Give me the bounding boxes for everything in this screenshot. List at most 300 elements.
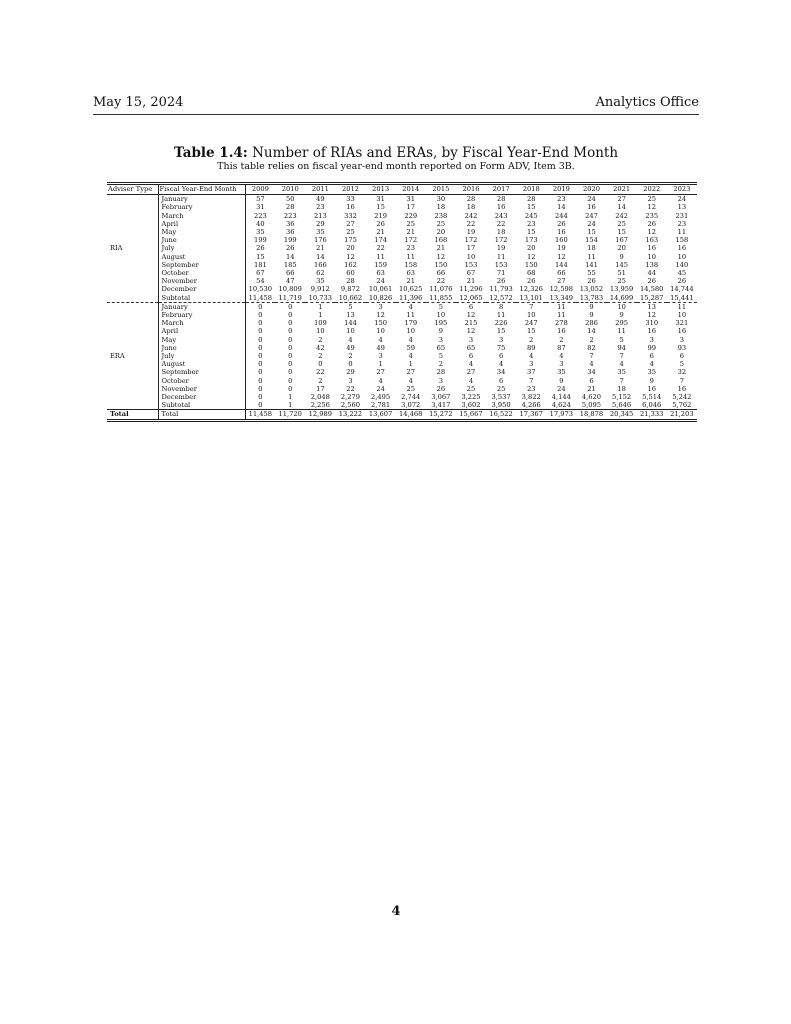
value-cell: 65 (436, 343, 446, 352)
value-cell: 172 (404, 236, 418, 245)
value-cell: 247 (585, 211, 598, 220)
value-cell: 1 (288, 401, 293, 410)
value-cell: 0 (245, 302, 275, 311)
value-cell: 145 (615, 260, 628, 269)
value-cell: 13,101 (519, 293, 543, 302)
value-cell: 9 (576, 302, 606, 311)
value-cell: 15 (526, 203, 536, 212)
value-cell: 27 (557, 277, 566, 286)
value-cell: 9 (589, 311, 594, 320)
value-cell: 4,624 (551, 401, 571, 410)
value-cell: 99 (647, 343, 656, 352)
value-cell: 26 (647, 219, 656, 228)
value-cell: 25 (617, 277, 626, 286)
value-cell: 0 (258, 360, 263, 369)
value-cell: 25 (406, 384, 415, 393)
value-cell: 4 (468, 376, 474, 385)
value-cell: 25 (617, 219, 626, 228)
value-cell: 50 (285, 195, 295, 204)
value-cell: 0 (258, 368, 263, 377)
value-cell: 36 (285, 219, 295, 228)
value-cell: 2 (318, 376, 323, 385)
value-cell: 5,762 (672, 401, 692, 410)
value-cell: 89 (526, 343, 536, 352)
value-cell: 15,441 (670, 293, 694, 302)
value-cell: 185 (283, 260, 297, 269)
value-cell: 12 (466, 311, 476, 320)
table-caption-subtitle: This table relies on fiscal year-end month reported on Form ADV, Item 3B. (217, 161, 575, 172)
value-cell: 4,266 (521, 401, 541, 410)
value-cell: 10 (607, 302, 637, 311)
header-year: 2021 (607, 184, 637, 195)
value-cell: 11 (496, 252, 506, 261)
value-cell: 20 (526, 244, 536, 253)
header-year: 2018 (516, 184, 546, 195)
value-cell: 94 (617, 343, 626, 352)
value-cell: 21 (406, 277, 415, 286)
value-cell: 12 (647, 203, 656, 212)
value-cell: 13,349 (549, 293, 574, 302)
value-cell: 238 (434, 211, 448, 220)
value-cell: 23 (406, 244, 415, 253)
value-cell: 49 (346, 343, 355, 352)
value-cell: 0 (288, 335, 293, 344)
value-cell: 26 (526, 277, 536, 286)
value-cell: 16 (677, 384, 687, 393)
value-cell: 31 (406, 195, 415, 204)
value-cell: 49 (316, 195, 325, 204)
value-cell: 0 (258, 384, 263, 393)
value-cell: 3,822 (521, 393, 541, 402)
table-row (107, 212, 697, 220)
value-cell: 3,537 (491, 393, 511, 402)
value-cell: 2,781 (371, 401, 391, 410)
value-cell: 25 (406, 219, 415, 228)
value-cell: 5 (619, 335, 624, 344)
value-cell: 75 (496, 343, 506, 352)
value-cell: 11,855 (429, 293, 453, 302)
table-row (107, 220, 697, 228)
value-cell: 15 (526, 327, 536, 336)
value-cell: 21 (436, 244, 446, 253)
table-row (107, 195, 697, 204)
value-cell: 3 (366, 302, 396, 311)
header-year: 2009 (245, 184, 275, 195)
value-cell: 10 (677, 252, 687, 261)
table-row (107, 261, 697, 269)
value-cell: 18 (496, 228, 506, 237)
value-cell: 14,580 (640, 285, 664, 294)
table-row (107, 228, 697, 236)
value-cell: 25 (647, 195, 656, 204)
value-cell: 2 (559, 335, 564, 344)
data-table-container (107, 182, 697, 422)
value-cell: 10 (376, 327, 385, 336)
value-cell: 2,495 (371, 393, 391, 402)
value-cell: 26 (647, 277, 656, 286)
total-value-cell: 13,607 (366, 410, 396, 420)
table-caption-label: Table 1.4: (173, 145, 248, 161)
value-cell: 4 (378, 335, 383, 344)
value-cell: 10,625 (399, 285, 423, 294)
value-cell: 9 (619, 252, 624, 261)
value-cell: 0 (258, 311, 263, 320)
fiscal-month-cell: Subtotal (158, 294, 245, 303)
value-cell: 7 (619, 352, 624, 361)
table-row (107, 360, 697, 368)
fiscal-month-cell: June (158, 344, 245, 352)
value-cell: 16 (677, 327, 687, 336)
value-cell: 0 (258, 401, 263, 410)
table-row (107, 393, 697, 401)
value-cell: 226 (494, 319, 508, 328)
value-cell: 24 (376, 277, 385, 286)
value-cell: 4 (408, 376, 413, 385)
header-year: 2020 (576, 184, 606, 195)
header-year: 2011 (305, 184, 335, 195)
value-cell: 5,095 (581, 401, 602, 410)
value-cell: 13,959 (609, 285, 634, 294)
value-cell: 4,620 (581, 393, 602, 402)
value-cell: 29 (346, 368, 355, 377)
value-cell: 181 (253, 260, 267, 269)
header-year: 2019 (546, 184, 576, 195)
value-cell: 25 (466, 384, 476, 393)
value-cell: 0 (288, 352, 293, 361)
fiscal-month-cell: February (158, 311, 245, 319)
value-cell: 27 (406, 368, 415, 377)
value-cell: 16 (346, 203, 355, 212)
value-cell: 5 (426, 302, 456, 311)
fiscal-month-cell: August (158, 253, 245, 261)
value-cell: 10 (647, 252, 656, 261)
value-cell: 23 (526, 219, 536, 228)
fiscal-month-cell: April (158, 220, 245, 228)
value-cell: 33 (346, 195, 355, 204)
value-cell: 3,067 (431, 393, 451, 402)
value-cell: 223 (253, 211, 267, 220)
value-cell: 24 (376, 384, 385, 393)
value-cell: 16 (557, 327, 566, 336)
value-cell: 19 (496, 244, 506, 253)
value-cell: 141 (585, 260, 598, 269)
value-cell: 11,076 (429, 285, 453, 294)
table-row (107, 336, 697, 344)
value-cell: 160 (554, 236, 568, 245)
value-cell: 35 (647, 368, 656, 377)
value-cell: 2,560 (340, 401, 361, 410)
value-cell: 162 (344, 260, 357, 269)
value-cell: 0 (258, 335, 263, 344)
value-cell: 2,048 (310, 393, 330, 402)
value-cell: 55 (587, 269, 596, 278)
fiscal-month-cell: May (158, 228, 245, 236)
value-cell: 12 (466, 327, 476, 336)
value-cell: 11,296 (459, 285, 483, 294)
table-caption (93, 145, 699, 161)
value-cell: 87 (557, 343, 566, 352)
value-cell: 10,061 (368, 285, 393, 294)
total-value-cell: 15,272 (426, 410, 456, 420)
total-value-cell: 11,458 (245, 410, 275, 420)
value-cell: 26 (496, 277, 506, 286)
value-cell: 26 (285, 244, 295, 253)
value-cell: 57 (256, 195, 265, 204)
total-row (107, 410, 697, 420)
value-cell: 11 (496, 311, 506, 320)
fiscal-month-cell: May (158, 336, 245, 344)
value-cell: 0 (288, 311, 293, 320)
fiscal-month-cell: August (158, 360, 245, 368)
value-cell: 3,950 (491, 401, 511, 410)
value-cell: 15,287 (640, 293, 664, 302)
value-cell: 3 (348, 376, 353, 385)
value-cell: 14 (617, 203, 626, 212)
value-cell: 12 (647, 311, 656, 320)
value-cell: 0 (288, 384, 293, 393)
value-cell: 0 (275, 302, 305, 311)
value-cell: 29 (316, 219, 325, 228)
value-cell: 67 (466, 269, 476, 278)
table-row (107, 277, 697, 285)
value-cell: 199 (283, 236, 297, 245)
value-cell: 9 (559, 376, 564, 385)
value-cell: 23 (526, 384, 536, 393)
total-value-cell: 14,468 (396, 410, 426, 420)
value-cell: 243 (494, 211, 508, 220)
value-cell: 0 (258, 319, 263, 328)
value-cell: 12,065 (459, 293, 483, 302)
value-cell: 12 (557, 252, 566, 261)
header-year: 2023 (667, 184, 697, 195)
value-cell: 4 (378, 376, 383, 385)
value-cell: 11,458 (248, 293, 273, 302)
value-cell: 26 (557, 219, 566, 228)
value-cell: 20 (436, 228, 446, 237)
value-cell: 10 (677, 311, 687, 320)
value-cell: 286 (585, 319, 598, 328)
value-cell: 5,646 (612, 401, 632, 410)
value-cell: 0 (258, 327, 263, 336)
value-cell: 63 (376, 269, 385, 278)
value-cell: 215 (464, 319, 478, 328)
value-cell: 0 (288, 319, 293, 328)
value-cell: 23 (316, 203, 325, 212)
value-cell: 15 (526, 228, 536, 237)
value-cell: 66 (436, 269, 446, 278)
value-cell: 3 (649, 335, 654, 344)
value-cell: 16 (647, 244, 656, 253)
total-value-cell: 21,333 (637, 410, 667, 420)
table-row (107, 344, 697, 352)
fiscal-month-cell: September (158, 368, 245, 376)
value-cell: 1 (288, 393, 293, 402)
value-cell: 195 (434, 319, 448, 328)
value-cell: 26 (677, 277, 687, 286)
value-cell: 0 (288, 376, 293, 385)
value-cell: 0 (348, 360, 353, 369)
value-cell: 17 (406, 203, 415, 212)
value-cell: 199 (253, 236, 267, 245)
value-cell: 93 (677, 343, 687, 352)
value-cell: 12 (346, 252, 355, 261)
value-cell: 28 (466, 195, 476, 204)
value-cell: 35 (256, 228, 265, 237)
value-cell: 66 (285, 269, 295, 278)
value-cell: 0 (288, 368, 293, 377)
value-cell: 8 (486, 302, 516, 311)
value-cell: 11 (617, 327, 626, 336)
total-value-cell: 13,222 (335, 410, 365, 420)
value-cell: 26 (256, 244, 265, 253)
value-cell: 3 (498, 335, 504, 344)
value-cell: 22 (316, 368, 325, 377)
value-cell: 6 (498, 352, 504, 361)
value-cell: 11 (406, 252, 415, 261)
value-cell: 18 (617, 384, 626, 393)
table-body (107, 195, 697, 420)
value-cell: 150 (434, 260, 448, 269)
value-cell: 295 (615, 319, 628, 328)
value-cell: 22 (466, 219, 476, 228)
value-cell: 0 (288, 360, 293, 369)
value-cell: 11 (587, 252, 596, 261)
value-cell: 31 (256, 203, 265, 212)
header-adviser-type: Adviser Type (107, 184, 158, 195)
value-cell: 3 (529, 360, 534, 369)
total-month-cell: Total (158, 410, 245, 420)
value-cell: 3,225 (461, 393, 481, 402)
value-cell: 20 (346, 244, 355, 253)
value-cell: 40 (256, 219, 265, 228)
value-cell: 22 (436, 277, 446, 286)
fiscal-month-cell: December (158, 393, 245, 401)
value-cell: 6 (456, 302, 486, 311)
value-cell: 4 (559, 352, 564, 361)
data-table (107, 182, 697, 422)
value-cell: 150 (524, 260, 538, 269)
value-cell: 174 (374, 236, 387, 245)
table-header-row (107, 184, 697, 195)
value-cell: 11,719 (278, 293, 302, 302)
value-cell: 35 (557, 368, 566, 377)
total-value-cell: 18,878 (576, 410, 606, 420)
value-cell: 19 (466, 228, 476, 237)
fiscal-month-cell: November (158, 277, 245, 285)
value-cell: 310 (645, 319, 659, 328)
value-cell: 16 (557, 228, 566, 237)
value-cell: 71 (496, 269, 506, 278)
value-cell: 49 (376, 343, 385, 352)
fiscal-month-cell: December (158, 285, 245, 293)
table-row (107, 352, 697, 360)
value-cell: 12,326 (519, 285, 543, 294)
value-cell: 245 (524, 211, 538, 220)
value-cell: 27 (346, 219, 355, 228)
value-cell: 6,046 (642, 401, 662, 410)
table-row (107, 311, 697, 319)
value-cell: 4 (498, 360, 504, 369)
value-cell: 172 (494, 236, 508, 245)
value-cell: 1 (305, 302, 335, 311)
value-cell: 16 (677, 244, 687, 253)
value-cell: 54 (256, 277, 265, 286)
value-cell: 109 (313, 319, 327, 328)
table-row (107, 269, 697, 277)
value-cell: 12,572 (489, 293, 513, 302)
value-cell: 15 (496, 327, 506, 336)
table-row (107, 385, 697, 393)
table-row (107, 377, 697, 385)
value-cell: 22 (376, 244, 385, 253)
value-cell: 4 (396, 302, 426, 311)
value-cell: 4 (589, 360, 594, 369)
header-office: Analytics Office (595, 95, 699, 110)
value-cell: 167 (615, 236, 628, 245)
value-cell: 0 (258, 393, 263, 402)
table-row (107, 244, 697, 252)
value-cell: 11,793 (489, 285, 513, 294)
value-cell: 5 (679, 360, 685, 369)
value-cell: 24 (587, 219, 596, 228)
value-cell: 14 (316, 252, 325, 261)
value-cell: 5,152 (612, 393, 632, 402)
value-cell: 18 (466, 203, 476, 212)
fiscal-month-cell: September (158, 261, 245, 269)
value-cell: 10 (316, 327, 325, 336)
value-cell: 35 (316, 277, 325, 286)
table-row (107, 253, 697, 261)
table-row (107, 319, 697, 327)
value-cell: 14 (587, 327, 596, 336)
value-cell: 158 (404, 260, 418, 269)
value-cell: 25 (346, 228, 355, 237)
fiscal-month-cell: February (158, 203, 245, 211)
header-fiscal-month: Fiscal Year-End Month (158, 184, 245, 195)
value-cell: 23 (677, 219, 687, 228)
value-cell: 27 (617, 195, 626, 204)
value-cell: 20 (617, 244, 626, 253)
table-row (107, 203, 697, 211)
value-cell: 10 (436, 311, 446, 320)
value-cell: 332 (344, 211, 357, 220)
value-cell: 0 (288, 343, 293, 352)
value-cell: 14,699 (609, 293, 634, 302)
value-cell: 11 (677, 228, 687, 237)
header-year: 2012 (335, 184, 365, 195)
value-cell: 13 (346, 311, 355, 320)
value-cell: 21 (466, 277, 476, 286)
value-cell: 28 (285, 203, 295, 212)
fiscal-month-cell: October (158, 269, 245, 277)
total-value-cell: 12,989 (305, 410, 335, 420)
value-cell: 4 (348, 335, 353, 344)
value-cell: 31 (376, 195, 385, 204)
total-type-cell: Total (107, 410, 158, 420)
value-cell: 66 (557, 269, 566, 278)
fiscal-month-cell: March (158, 212, 245, 220)
table-row (107, 368, 697, 376)
value-cell: 5 (335, 302, 365, 311)
table-row (107, 327, 697, 335)
value-cell: 25 (496, 384, 506, 393)
value-cell: 14,744 (670, 285, 694, 294)
value-cell: 10 (466, 252, 476, 261)
value-cell: 59 (406, 343, 415, 352)
value-cell: 3 (438, 376, 443, 385)
value-cell: 7 (679, 376, 685, 385)
value-cell: 14 (557, 203, 566, 212)
